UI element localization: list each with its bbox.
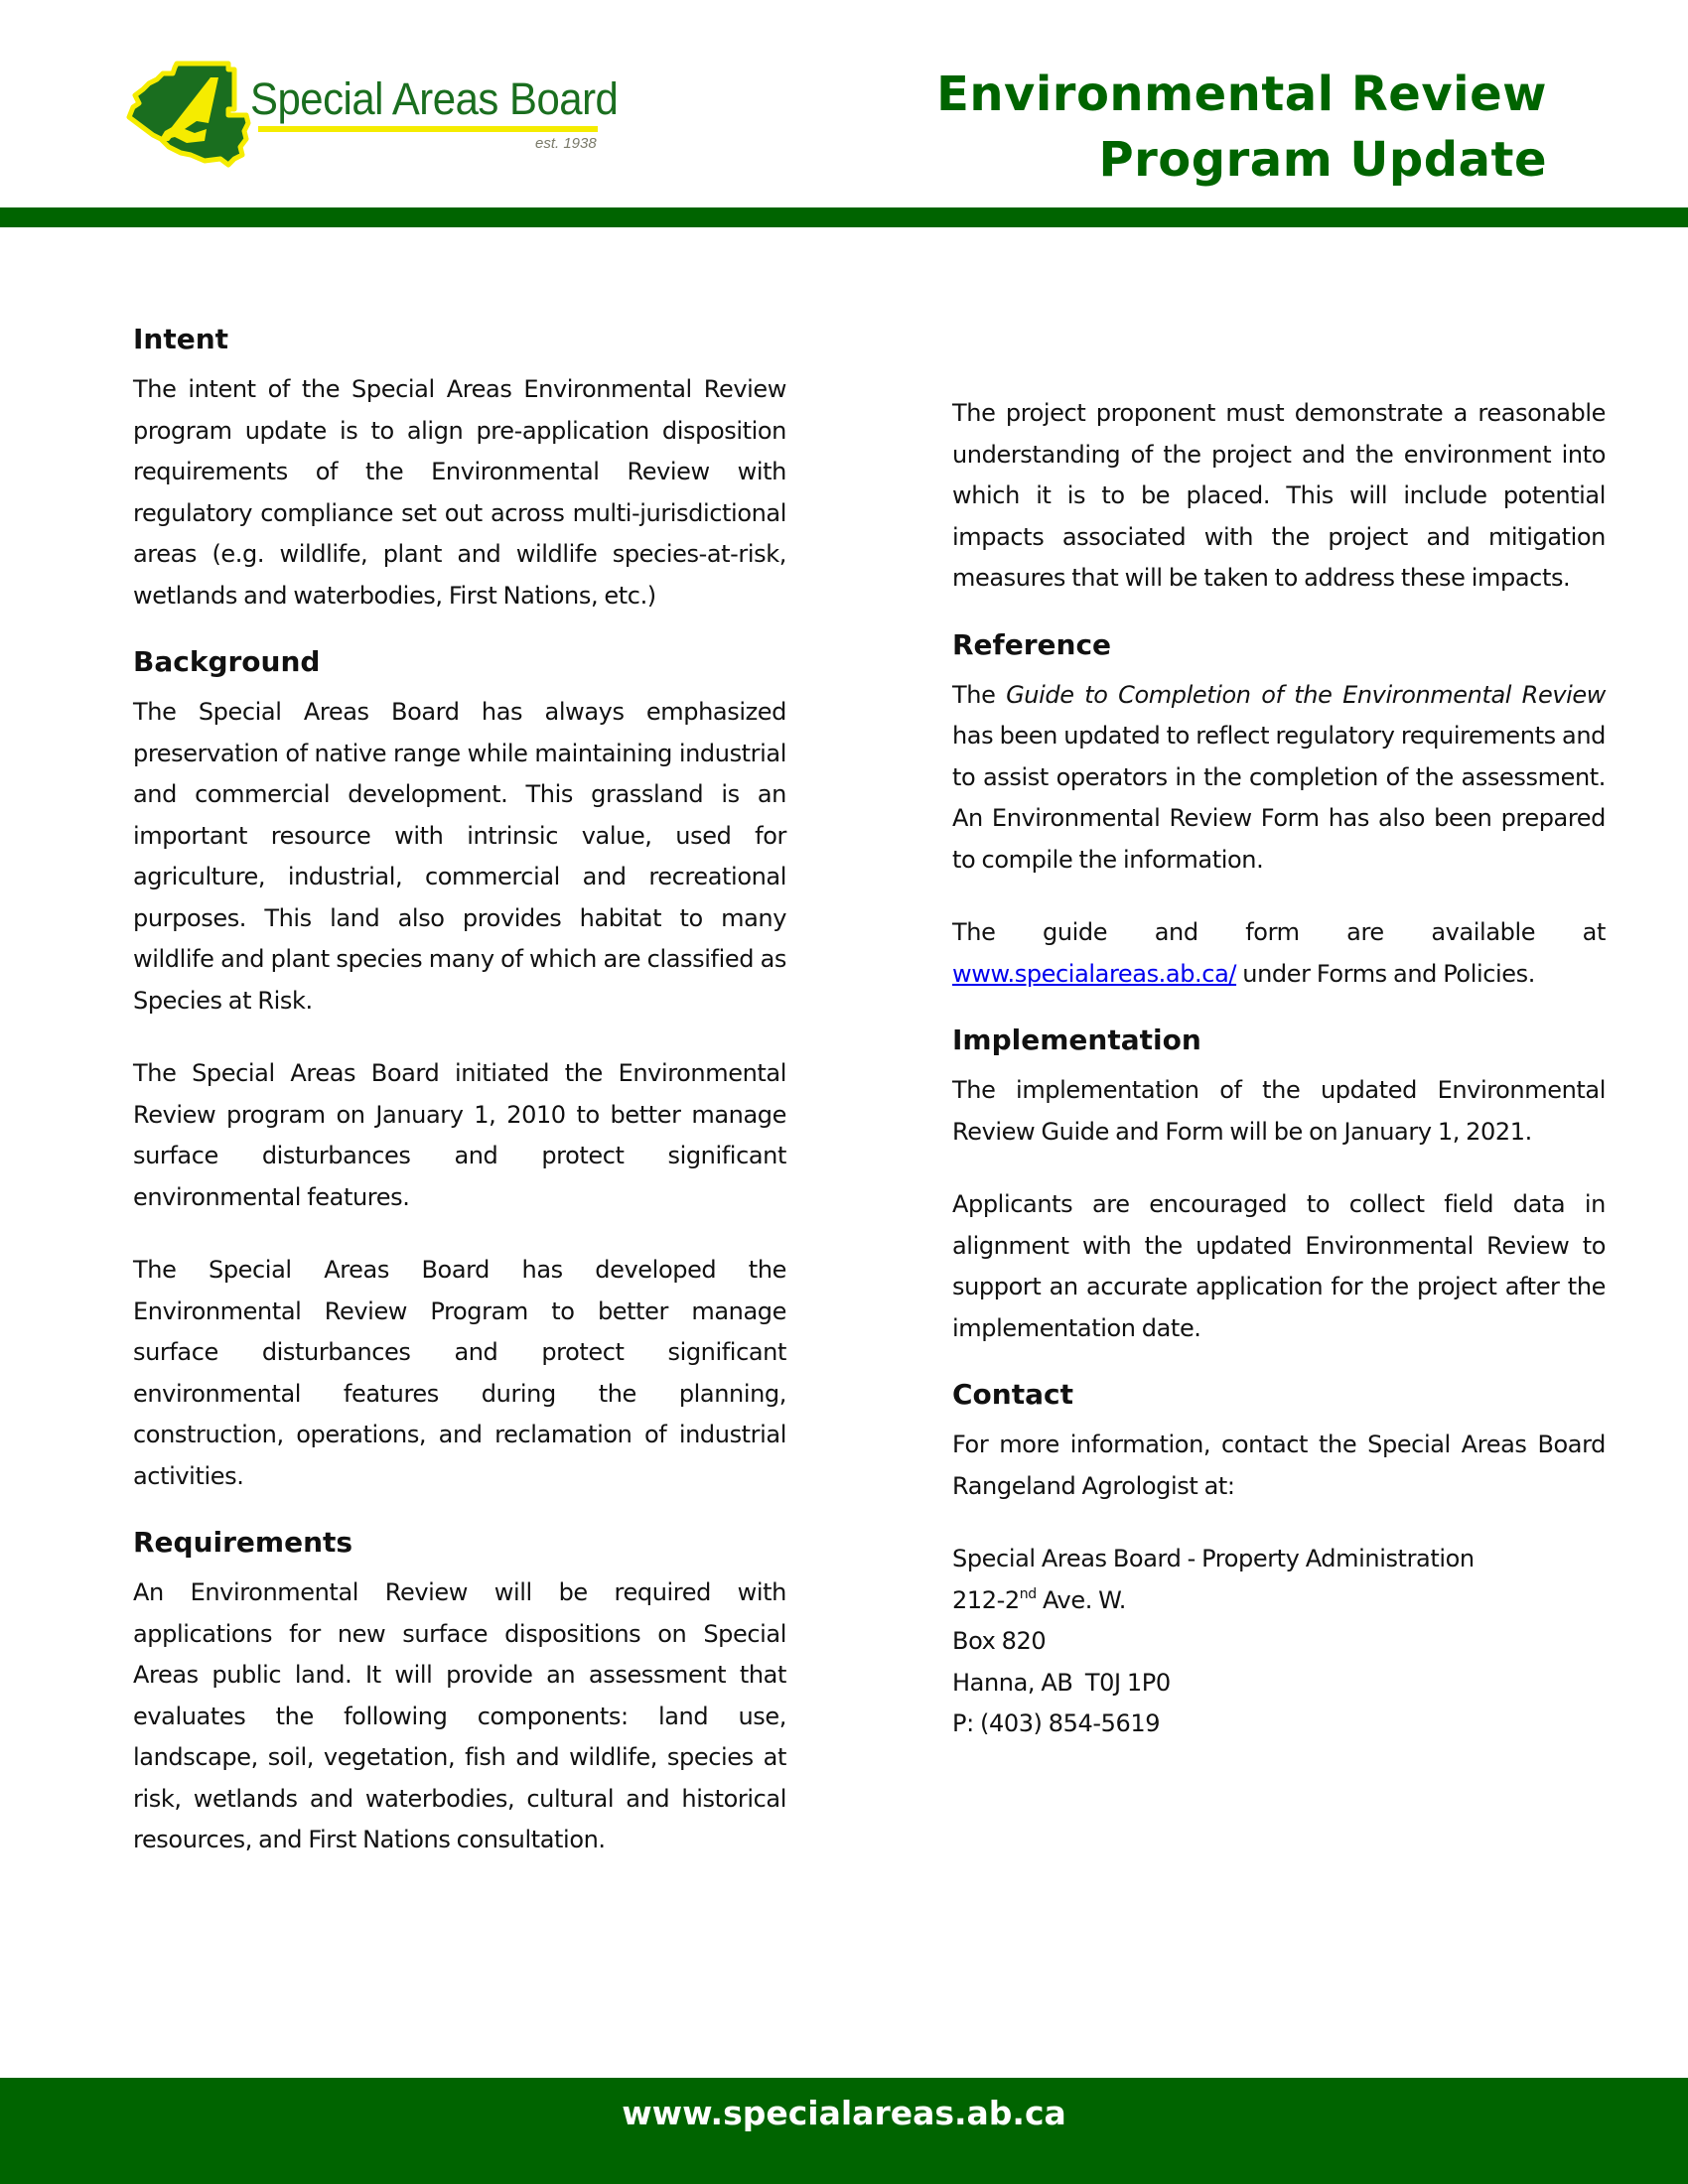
page-title	[936, 62, 1547, 193]
reference-paragraph-1	[952, 675, 1606, 882]
special-areas-map-icon	[125, 60, 254, 169]
reference-heading: Reference	[952, 627, 1112, 661]
contact-intro: For more information, contact the Special Areas Board Rangeland Agrologist at:	[952, 1431, 1606, 1500]
implementation-section	[952, 1021, 1606, 1349]
contact-phone: P: (403) 854-5619	[952, 1709, 1161, 1737]
reference-text: The	[952, 680, 1007, 709]
intent-heading: Intent	[133, 323, 229, 355]
header-divider-bar	[0, 207, 1688, 227]
background-heading: Background	[133, 645, 321, 678]
website-link[interactable]: www.specialareas.ab.ca/	[952, 959, 1237, 988]
established-year: est. 1938	[535, 135, 597, 152]
title-line-1: Environmental Review	[936, 67, 1547, 122]
requirements-body: An Environmental Review will be required with applications for new surface dispositions on Special Areas public land. It will provide an assessment that evaluates the following components: land use, landscape, soil, vegetation, fish and wildlife, species at risk, wetlands and waterbodies, cultural and historical resources, and First Nations consultation.	[133, 1578, 786, 1853]
contact-address	[952, 1580, 1606, 1622]
org-logo	[125, 60, 661, 169]
footer-website-link[interactable]: www.specialareas.ab.ca	[622, 2094, 1066, 2132]
contact-heading: Contact	[952, 1378, 1073, 1411]
address-ordinal: nd	[1019, 1585, 1037, 1602]
address-number: 212-2	[952, 1585, 1020, 1614]
reference-text: The guide and form are available at	[952, 918, 1606, 946]
contact-box: Box 820	[952, 1627, 1047, 1655]
reference-text: under Forms and Policies.	[1236, 959, 1535, 988]
background-paragraph-2: The Special Areas Board initiated the Environmental Review program on January 1, 2010 to better manage surface disturbances and protect significant environmental features.	[133, 1059, 786, 1211]
footer-bar	[0, 2078, 1688, 2184]
background-paragraph-1: The Special Areas Board has always emphasized preservation of native range while maintaining industrial and commercial development. This grassland is an important resource with intrinsic value, used for agriculture, industrial, commercial and recreational purposes. This land also provides habitat to many wildlife and plant species many of which are classified as Species at Risk.	[133, 698, 786, 1015]
title-line-2: Program Update	[1098, 132, 1547, 188]
contact-org: Special Areas Board - Property Administration	[952, 1545, 1475, 1572]
intent-section	[133, 320, 786, 616]
implementation-heading: Implementation	[952, 1024, 1201, 1056]
guide-title: Guide to Completion of the Environmental Review	[1006, 680, 1606, 709]
background-paragraph-3: The Special Areas Board has developed the Environmental Review Program to better manage surface disturbances and protect significant environmental features during the planning, construction, operations, and reclamation of industrial activities.	[133, 1256, 786, 1490]
right-column	[952, 393, 1606, 1745]
left-column	[133, 320, 786, 1861]
reference-text: has been updated to reflect regulatory requirements and to assist operators in the completion of the assessment. An Environmental Review Form has also been prepared to compile the information.	[952, 722, 1606, 874]
address-street: Ave. W.	[1036, 1585, 1126, 1614]
org-name: Special Areas Board	[250, 73, 619, 124]
reference-paragraph-2	[952, 912, 1606, 995]
proponent-section	[952, 393, 1606, 600]
contact-city: Hanna, AB T0J 1P0	[952, 1668, 1171, 1697]
contact-section	[952, 1375, 1606, 1745]
reference-section	[952, 625, 1606, 996]
implementation-paragraph-1: The implementation of the updated Environmental Review Guide and Form will be on January 1, 2021.	[952, 1076, 1606, 1146]
requirements-heading: Requirements	[133, 1526, 353, 1559]
intent-body: The intent of the Special Areas Environmental Review program update is to align pre-application disposition requirements of the Environmental Review with regulatory compliance set out across multi-jurisdictional areas (e.g. wildlife, plant and wildlife species-at-risk, wetlands and waterbodies, First Nations, etc.)	[133, 375, 786, 610]
requirements-section	[133, 1523, 786, 1861]
logo-underline	[258, 126, 598, 132]
proponent-body: The project proponent must demonstrate a reasonable understanding of the project and the environment into which it is to be placed. This will include potential impacts associated with the project and mitigation measures that will be taken to address these impacts.	[952, 399, 1606, 592]
implementation-paragraph-2: Applicants are encouraged to collect field data in alignment with the updated Environmental Review to support an accurate application for the project after the implementation date.	[952, 1190, 1606, 1342]
background-section	[133, 642, 786, 1497]
